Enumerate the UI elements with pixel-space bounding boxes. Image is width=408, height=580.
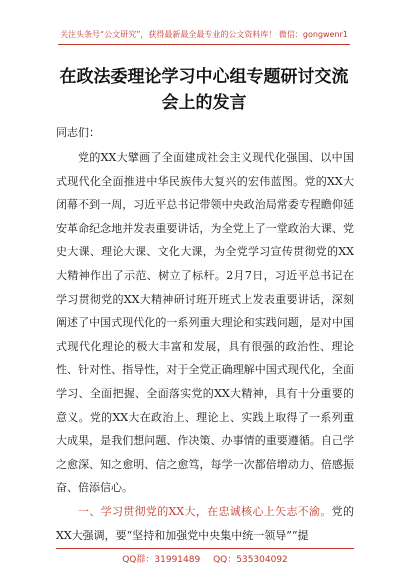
header-banner (58, 22, 350, 45)
paragraph-1: 党的XX大擘画了全面建成社会主义现代化强国、以中国式现代化全面推进中华民族伟大复兴的宏伟蓝图。党的XX大闭幕不到一周，习近平总书记带领中央政治局常委专程瞻仰延安革命纪念地并发表重要讲话，为全党上了一堂政治大课、党史大课、理论大课、文化大课，为全党学习宣传贯彻党的XX大精神作出了示范、树立了标杆。2月7日，习近平总书记在学习贯彻党的XX大精神研讨班开班式上发表重要讲话，深刻阐述了中国式现代化的一系列重大理论和实践问题，是对中国式现代化理论的极大丰富和发展，具有很强的政治性、理论性、针对性、指导性，对于全党正确理解中国式现代化，全面学习、全面把握、全面落实党的XX大精神，具有十分重要的意义。党的XX大在政治上、理论上、实践上取得了一系列重大成果，是我们想问题、作决策、办事情的重要遵循。自己学之愈深、知之愈明、信之愈笃，每学一次都倍增动力、倍感振奋、倍添信心。 (56, 151, 354, 495)
section-1-heading: 一、学习贯彻党的XX大，在忠诚核心上矢志不渝。 (78, 504, 332, 518)
section-1-text: 党的XX大强调，要“坚持和加强党中央集中统一领导”“提 (56, 504, 354, 542)
greeting: 同志们： (56, 126, 100, 139)
section-1-paragraph (56, 500, 354, 547)
document-title: 在政法委理论学习中心组专题研讨交流会上的发言 (59, 67, 349, 113)
footer-qq: QQ：535304092 (213, 555, 288, 565)
header-banner-text: 关注头条号“公文研究”，获得最新最全最专业的公文资料库！ 微信：gongwenr1 (60, 30, 348, 39)
document-body (56, 146, 354, 547)
footer-contact (56, 548, 354, 565)
footer-qq-group: QQ群：31991489 (122, 555, 201, 565)
